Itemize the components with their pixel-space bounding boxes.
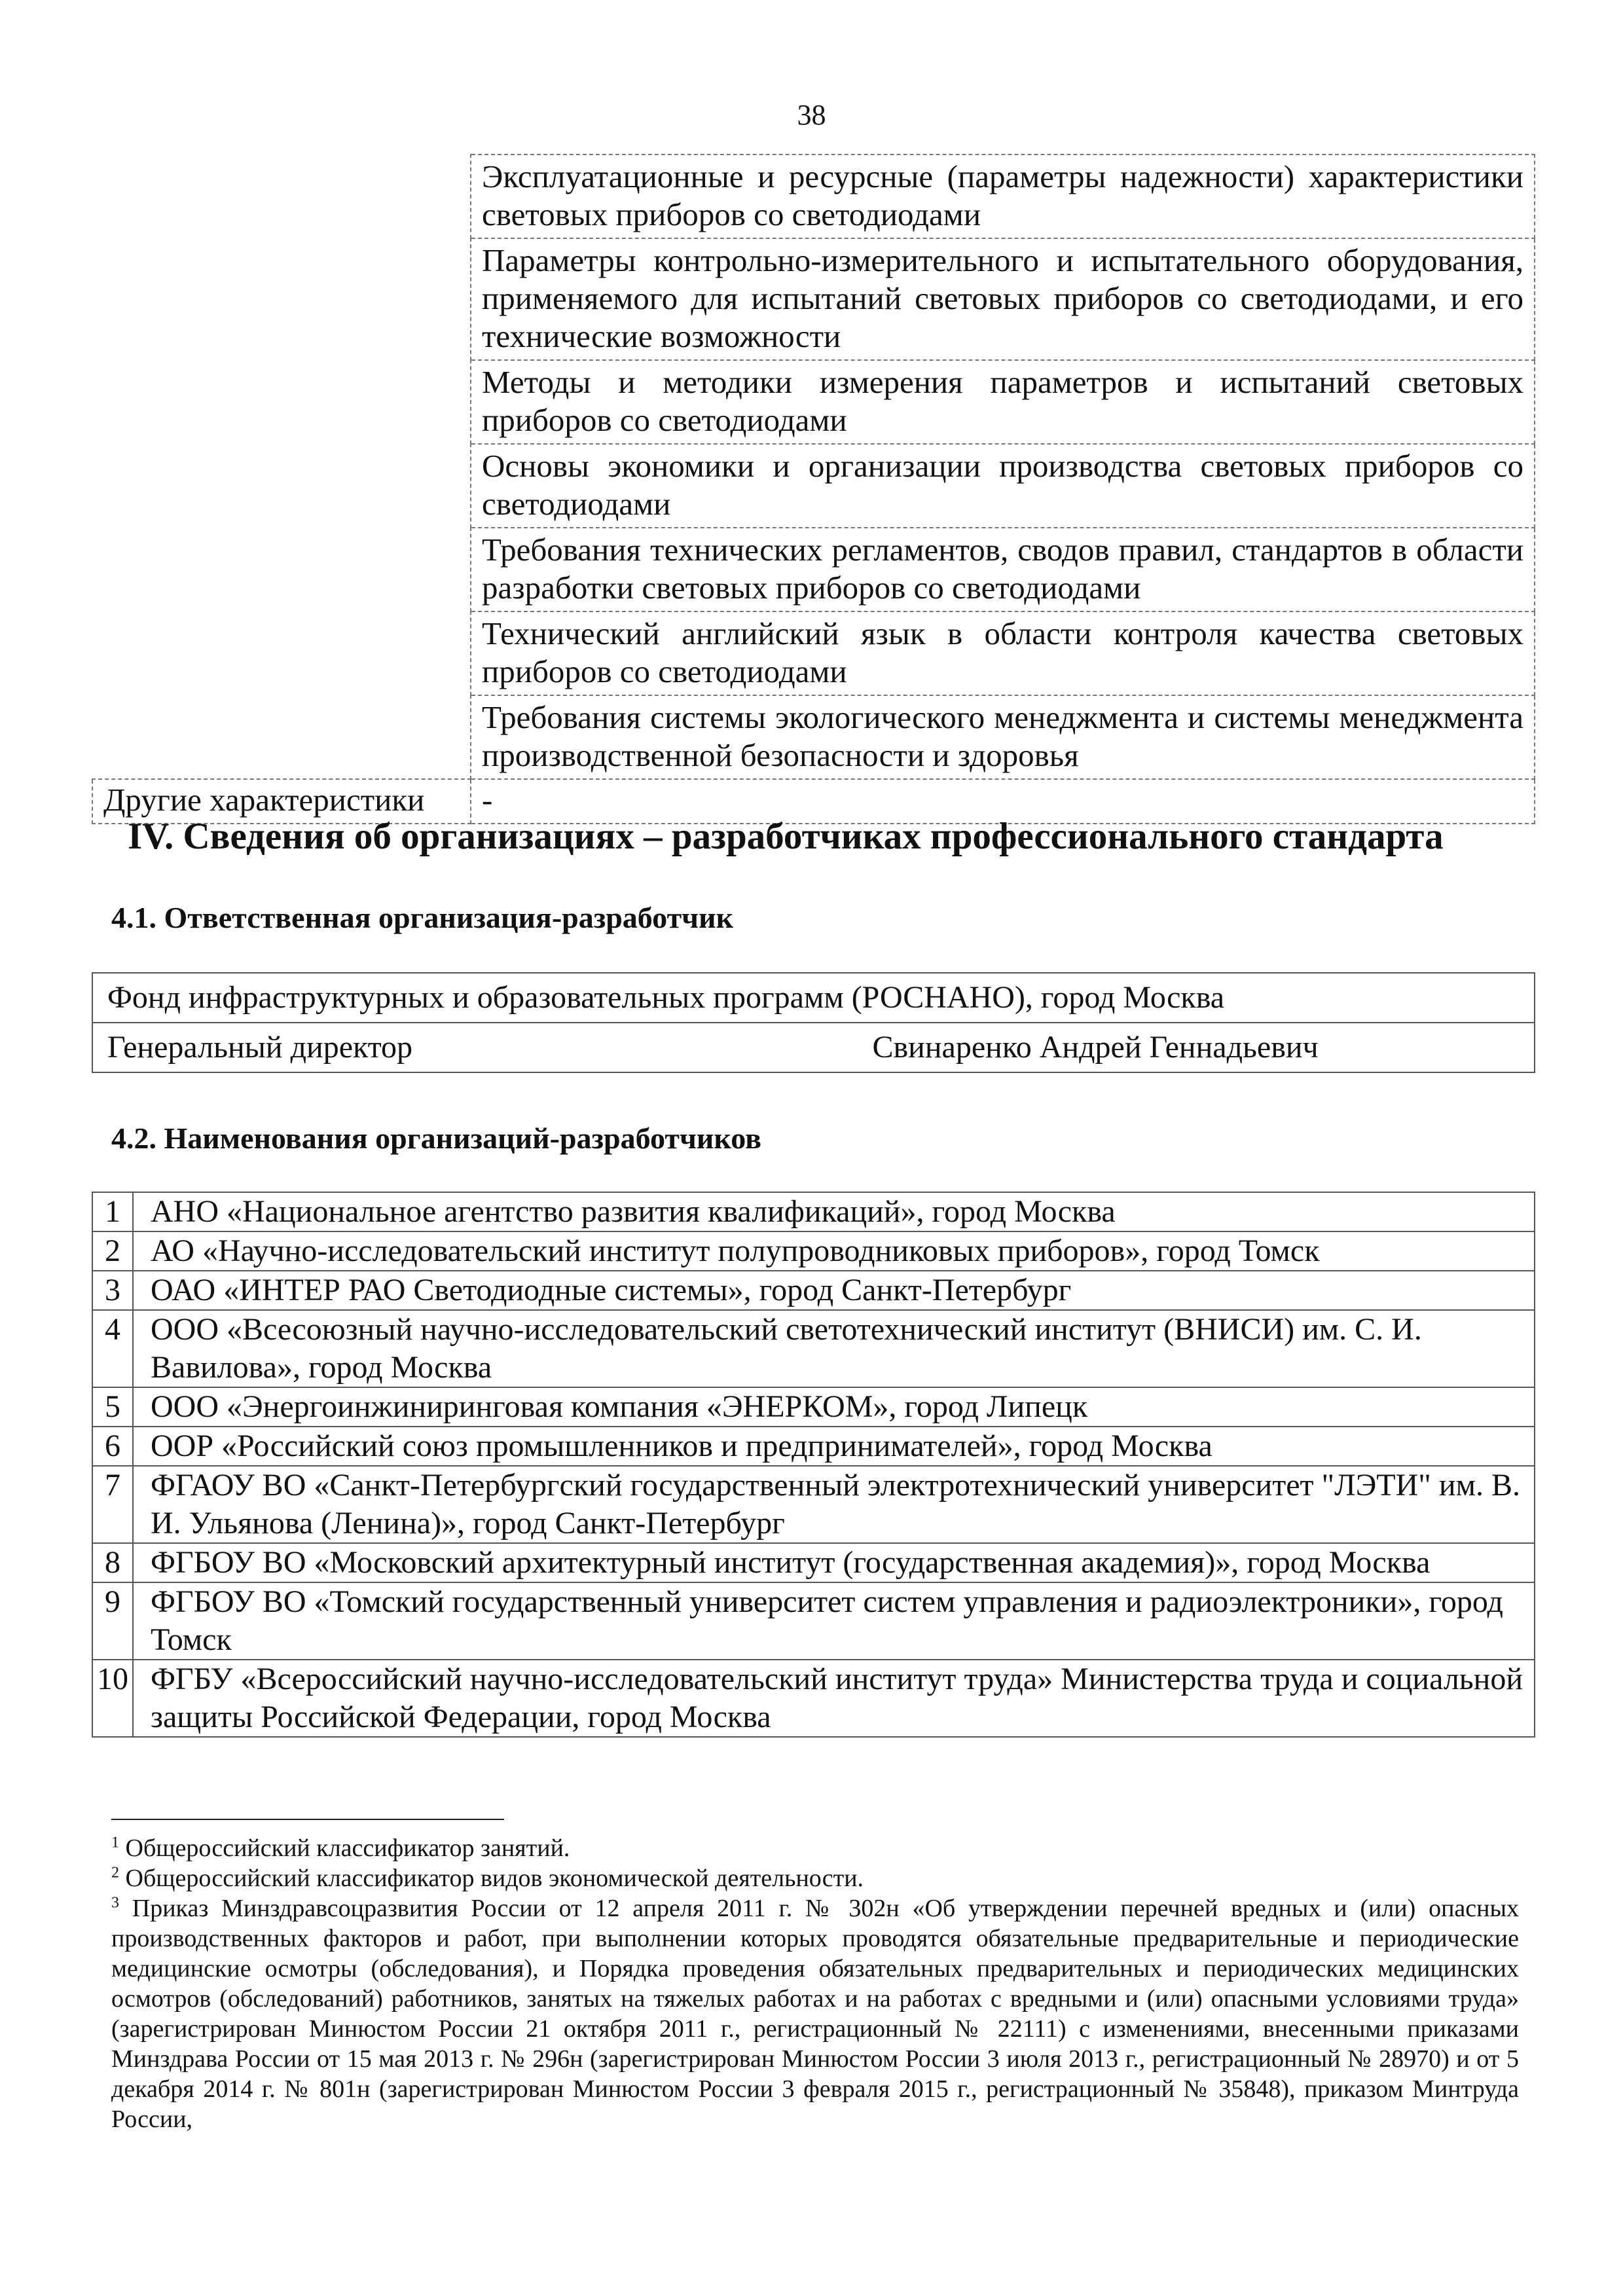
table-row xyxy=(92,1660,1535,1737)
row-number: 6 xyxy=(92,1427,133,1466)
developers-heading: 4.2. Наименования организаций-разработчиков xyxy=(111,1121,761,1155)
table-row xyxy=(92,1427,1535,1466)
table-row xyxy=(92,1466,1535,1543)
responsible-heading: 4.1. Ответственная организация-разработчик xyxy=(111,901,734,934)
developers-table xyxy=(92,1192,1535,1738)
row-number: 4 xyxy=(92,1310,133,1387)
table-row xyxy=(92,1543,1535,1582)
org-name: Фонд инфраструктурных и образовательных программ (РОСНАНО), город Москва xyxy=(92,973,1535,1023)
table-cell: Требования системы экологического менеджмента и системы менеджмента производственной безопасности и здоровья xyxy=(471,695,1535,779)
org-cell: АО «Научно-исследовательский институт полупроводниковых приборов», город Томск xyxy=(133,1231,1535,1271)
table-cell: Требования технических регламентов, сводов правил, стандартов в области разработки световых приборов со светодиодами xyxy=(471,528,1535,611)
org-cell: АНО «Национальное агентство развития квалификаций», город Москва xyxy=(133,1192,1535,1231)
table-row xyxy=(92,1310,1535,1387)
row-number: 9 xyxy=(92,1582,133,1660)
footnote-text: Общероссийский классификатор видов экономической деятельности. xyxy=(125,1865,864,1892)
row-number: 2 xyxy=(92,1231,133,1271)
org-cell: ООО «Всесоюзный научно-исследовательский светотехнический институт (ВНИСИ) им. С. И. Вавилова», город Москва xyxy=(133,1310,1535,1387)
org-cell: ФГАОУ ВО «Санкт-Петербургский государственный электротехнический университет "ЛЭТИ" им. В. И. Ульянова (Ленина)», город Санкт-Петербург xyxy=(133,1466,1535,1543)
table-row xyxy=(92,155,1535,238)
org-cell: ООР «Российский союз промышленников и предпринимателей», город Москва xyxy=(133,1427,1535,1466)
table-row xyxy=(92,1271,1535,1310)
table-row xyxy=(92,1387,1535,1427)
section-title: IV. Сведения об организациях – разработчиках профессионального стандарта xyxy=(128,816,1444,857)
row-number: 1 xyxy=(92,1192,133,1231)
org-cell: ФГБУ «Всероссийский научно-исследовательский институт труда» Министерства труда и социальной защиты Российской Федерации, город Москва xyxy=(133,1660,1535,1737)
footnote xyxy=(111,1863,1519,1893)
director-name: Свинаренко Андрей Геннадьевич xyxy=(814,1023,1535,1072)
row-number: 8 xyxy=(92,1543,133,1582)
table-row xyxy=(92,973,1535,1023)
table-row xyxy=(92,1231,1535,1271)
table-cell: Технический английский язык в области контроля качества световых приборов со светодиодами xyxy=(471,611,1535,695)
org-cell: ОАО «ИНТЕР РАО Светодиодные системы», город Санкт-Петербург xyxy=(133,1271,1535,1310)
org-cell: ФГБОУ ВО «Московский архитектурный институт (государственная академия)», город Москва xyxy=(133,1543,1535,1582)
page-number: 38 xyxy=(797,99,826,131)
table-cell: Методы и методики измерения параметров и испытаний световых приборов со светодиодами xyxy=(471,360,1535,444)
footnotes xyxy=(111,1833,1519,2134)
org-cell: ООО «Энергоинжиниринговая компания «ЭНЕРКОМ», город Липецк xyxy=(133,1387,1535,1427)
responsible-org-table xyxy=(92,972,1535,1073)
other-characteristics-value: - xyxy=(471,779,1535,824)
footnote-text: Приказ Минздравсоцразвития России от 12 апреля 2011 г. № 302н «Об утверждении перечней вредных и (или) опасных производственных факторов и работ, при выполнении которых проводятся обязательные предварительные и периодические медицинские осмотры (обследования), и Порядка проведения обязательных предварительных и периодических медицинских осмотров (обследований) работников, занятых на тяжелых работах и на работах с вредными и (или) опасными условиями труда» (зарегистрирован Минюстом России 21 октября 2011 г., регистрационный № 22111) с изменениями, внесенными приказами Минздрава России от 15 мая 2013 г. № 296н (зарегистрирован Минюстом России 3 июля 2013 г., регистрационный № 28970) и от 5 декабря 2014 г. № 801н (зарегистрирован Минюстом России 3 февраля 2015 г., регистрационный № 35848), приказом Минтруда России, xyxy=(111,1895,1519,2133)
row-number: 5 xyxy=(92,1387,133,1427)
row-number: 10 xyxy=(92,1660,133,1737)
table-cell: Параметры контрольно-измерительного и испытательного оборудования, применяемого для испытаний световых приборов со светодиодами, и его технические возможности xyxy=(471,238,1535,360)
footnote-text: Общероссийский классификатор занятий. xyxy=(125,1834,570,1862)
empty-label-cell xyxy=(92,155,471,779)
knowledge-table xyxy=(92,154,1535,824)
table-cell: Основы экономики и организации производства световых приборов со светодиодами xyxy=(471,444,1535,528)
footnote-mark: 3 xyxy=(111,1894,119,1912)
row-number: 7 xyxy=(92,1466,133,1543)
other-characteristics-label: Другие характеристики xyxy=(92,779,471,824)
table-cell: Эксплуатационные и ресурсные (параметры надежности) характеристики световых приборов со светодиодами xyxy=(471,155,1535,238)
footnote xyxy=(111,1833,1519,1863)
row-number: 3 xyxy=(92,1271,133,1310)
footnote-mark: 2 xyxy=(111,1864,119,1882)
org-cell: ФГБОУ ВО «Томский государственный университет систем управления и радиоэлектроники», город Томск xyxy=(133,1582,1535,1660)
footnote-mark: 1 xyxy=(111,1834,119,1851)
table-row xyxy=(92,1023,1535,1072)
footnote-divider xyxy=(111,1819,504,1820)
table-row xyxy=(92,1582,1535,1660)
footnote xyxy=(111,1893,1519,2134)
table-row xyxy=(92,1192,1535,1231)
director-position: Генеральный директор xyxy=(92,1023,814,1072)
